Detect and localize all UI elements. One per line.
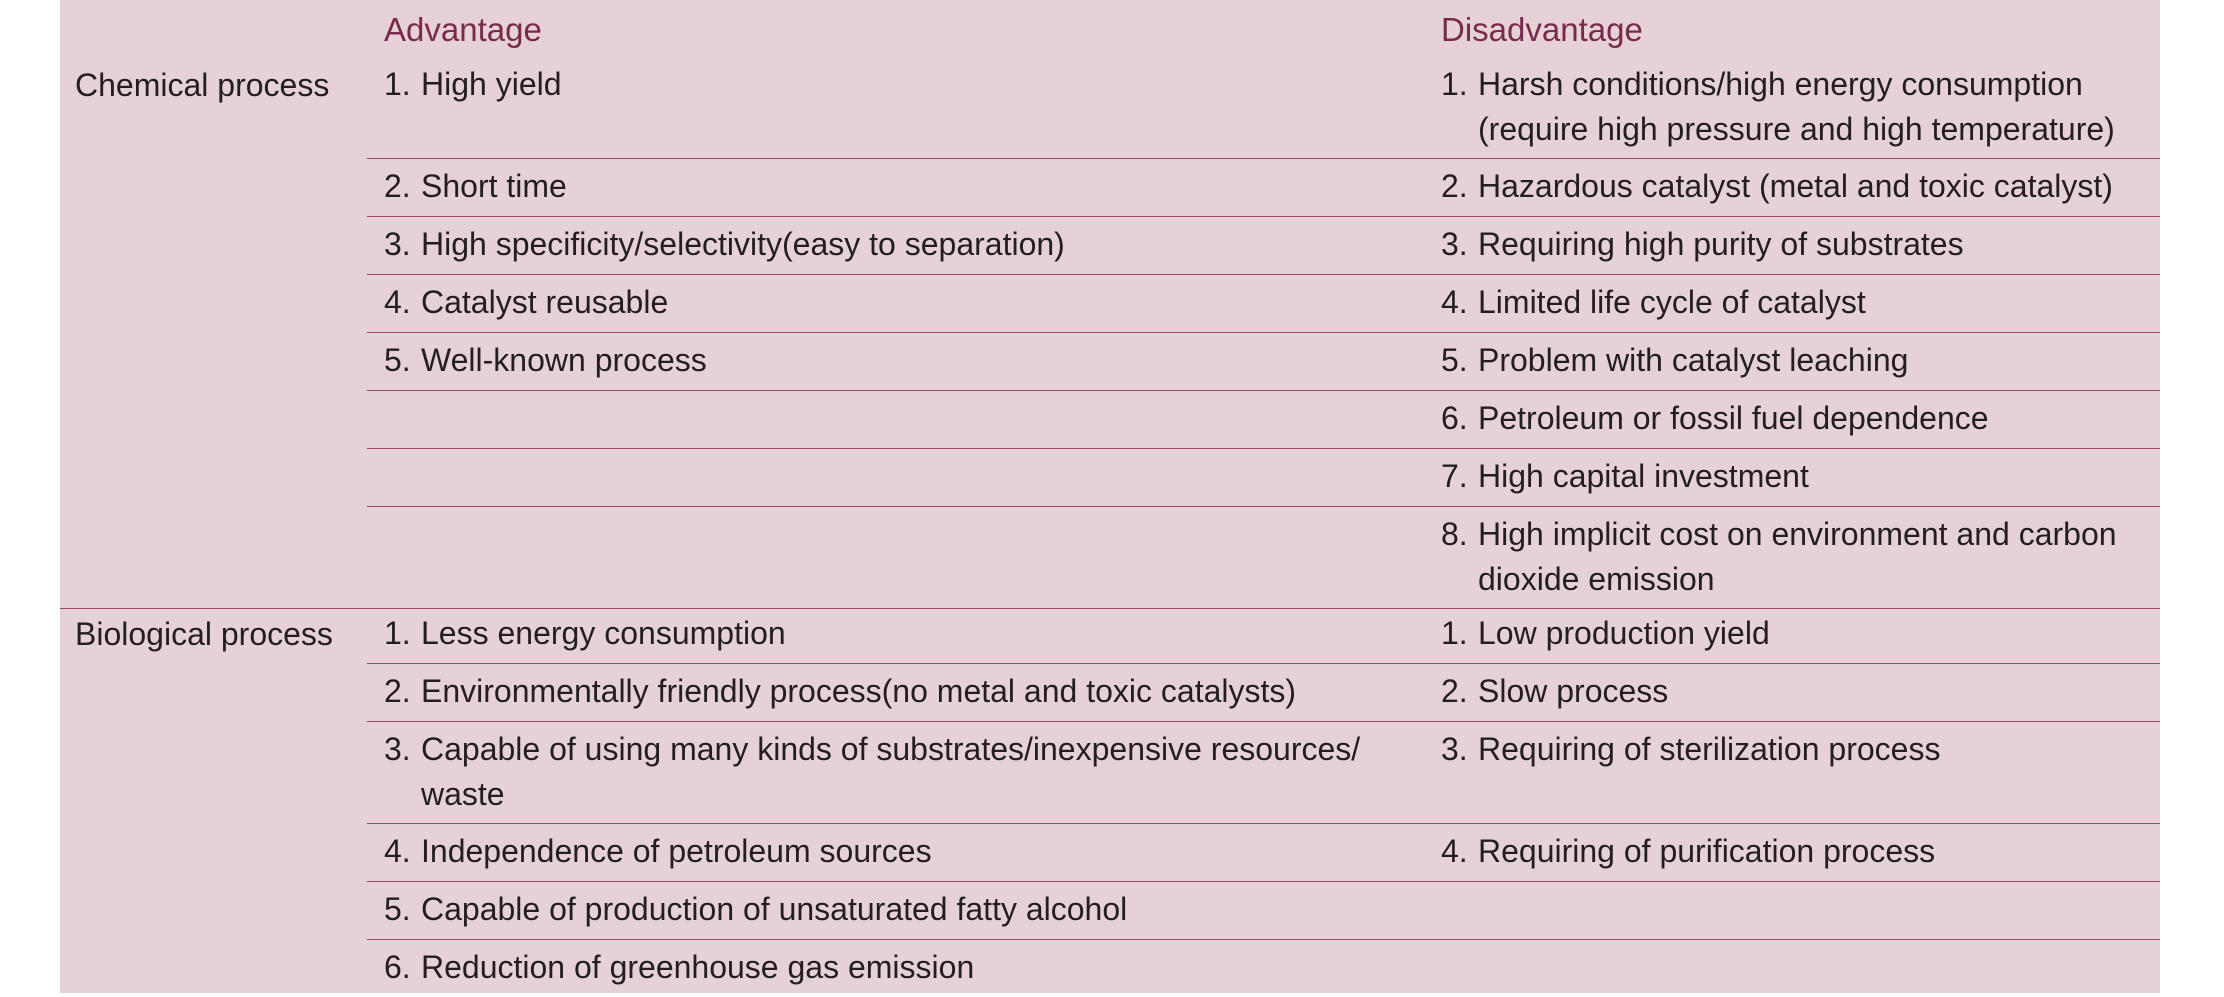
disadvantage-cell: [1441, 829, 2160, 875]
item-text: Capable of using many kinds of substrates/inexpensive resources/ waste: [421, 731, 1361, 812]
process-group: [60, 608, 2160, 997]
item-number: 4.: [1441, 284, 1468, 320]
disadvantage-cell: [1441, 164, 2160, 210]
table-row: [367, 506, 2160, 608]
table-row: [367, 609, 2160, 663]
item-text: Well-known process: [421, 342, 707, 378]
comparison-table: [60, 0, 2160, 993]
item-text: [1478, 887, 2152, 933]
disadvantage-cell: [1441, 396, 2160, 442]
item-text: High implicit cost on environment and carbon dioxide emission: [1478, 516, 2117, 597]
item-number: 3.: [1441, 226, 1468, 262]
item-number: 2.: [1441, 673, 1468, 709]
item-text: Requiring high purity of substrates: [1478, 226, 1964, 262]
item-text: Independence of petroleum sources: [421, 833, 932, 869]
item-text: Environmentally friendly process(no metal and toxic catalysts): [421, 673, 1297, 709]
item-text: Petroleum or fossil fuel dependence: [1478, 400, 1989, 436]
item-text: Requiring of purification process: [1478, 833, 1936, 869]
advantage-cell: [367, 887, 1441, 933]
advantage-cell: [367, 396, 1441, 442]
item-number: 2.: [384, 673, 411, 709]
item-number: 1.: [384, 66, 411, 102]
table-row: [367, 823, 2160, 881]
disadvantage-cell: [1441, 454, 2160, 500]
item-number: 4.: [384, 284, 411, 320]
item-number: [1441, 887, 1478, 933]
disadvantage-cell: [1441, 727, 2160, 817]
disadvantage-cell: [1441, 669, 2160, 715]
advantage-cell: [367, 611, 1441, 657]
item-number: 3.: [1441, 731, 1468, 767]
process-label: Biological process: [75, 616, 333, 652]
table-row: [367, 332, 2160, 390]
item-text: Low production yield: [1478, 615, 1770, 651]
advantage-cell: [367, 669, 1441, 715]
item-number: 6.: [1441, 400, 1468, 436]
item-number: 4.: [384, 833, 411, 869]
table-row: [367, 158, 2160, 216]
item-number: 8.: [1441, 516, 1468, 552]
item-number: 1.: [1441, 615, 1468, 651]
table-row: [367, 881, 2160, 939]
advantage-cell: [367, 727, 1441, 817]
item-number: [384, 396, 421, 442]
table-row: [367, 939, 2160, 997]
item-number: 7.: [1441, 458, 1468, 494]
disadvantage-cell: [1441, 62, 2160, 152]
item-text: [421, 454, 1441, 500]
table-row: [367, 721, 2160, 823]
table-row: [367, 390, 2160, 448]
item-number: 5.: [384, 891, 411, 927]
disadvantage-cell: [1441, 611, 2160, 657]
item-number: [1441, 945, 1478, 991]
process-rows: [367, 60, 2160, 608]
item-text: Less energy consumption: [421, 615, 786, 651]
item-text: [421, 396, 1441, 442]
item-number: 5.: [1441, 342, 1468, 378]
table-row: [367, 663, 2160, 721]
item-number: 2.: [384, 168, 411, 204]
item-text: Capable of production of unsaturated fatty alcohol: [421, 891, 1128, 927]
item-text: Slow process: [1478, 673, 1669, 709]
advantage-cell: [367, 280, 1441, 326]
item-text: Short time: [421, 168, 567, 204]
item-text: Requiring of sterilization process: [1478, 731, 1941, 767]
item-text: Hazardous catalyst (metal and toxic catalyst): [1478, 168, 2113, 204]
item-number: [384, 454, 421, 500]
item-number: [384, 512, 421, 602]
item-text: Catalyst reusable: [421, 284, 669, 320]
item-text: High yield: [421, 66, 562, 102]
item-text: High capital investment: [1478, 458, 1809, 494]
advantage-cell: [367, 164, 1441, 210]
item-number: 1.: [1441, 66, 1468, 102]
item-text: Problem with catalyst leaching: [1478, 342, 1909, 378]
table-row: [367, 60, 2160, 158]
item-text: Limited life cycle of catalyst: [1478, 284, 1866, 320]
disadvantage-cell: [1441, 512, 2160, 602]
disadvantage-cell: [1441, 280, 2160, 326]
disadvantage-cell: [1441, 222, 2160, 268]
item-number: 1.: [384, 615, 411, 651]
disadvantage-cell: [1441, 945, 2160, 991]
advantage-cell: [367, 454, 1441, 500]
item-text: Harsh conditions/high energy consumption (require high pressure and high temperature): [1478, 66, 2115, 147]
item-text: [1478, 945, 2152, 991]
item-text: Reduction of greenhouse gas emission: [421, 949, 975, 985]
advantage-cell: [367, 829, 1441, 875]
advantage-cell: [367, 338, 1441, 384]
item-text: High specificity/selectivity(easy to separation): [421, 226, 1065, 262]
disadvantage-cell: [1441, 887, 2160, 933]
item-number: 4.: [1441, 833, 1468, 869]
process-rows: [367, 609, 2160, 997]
disadvantage-cell: [1441, 338, 2160, 384]
table-body: [60, 60, 2160, 997]
header-advantage: Advantage: [384, 11, 542, 48]
item-number: 3.: [384, 731, 411, 767]
table-row: [367, 274, 2160, 332]
item-text: [421, 512, 1441, 602]
advantage-cell: [367, 62, 1441, 152]
item-number: 6.: [384, 949, 411, 985]
header-disadvantage: Disadvantage: [1441, 11, 1643, 48]
process-group: [60, 60, 2160, 608]
item-number: 3.: [384, 226, 411, 262]
advantage-cell: [367, 512, 1441, 602]
advantage-cell: [367, 945, 1441, 991]
table-header: [60, 0, 2160, 60]
table-row: [367, 216, 2160, 274]
advantage-cell: [367, 222, 1441, 268]
item-number: 2.: [1441, 168, 1468, 204]
table-row: [367, 448, 2160, 506]
process-label: Chemical process: [75, 67, 330, 103]
item-number: 5.: [384, 342, 411, 378]
